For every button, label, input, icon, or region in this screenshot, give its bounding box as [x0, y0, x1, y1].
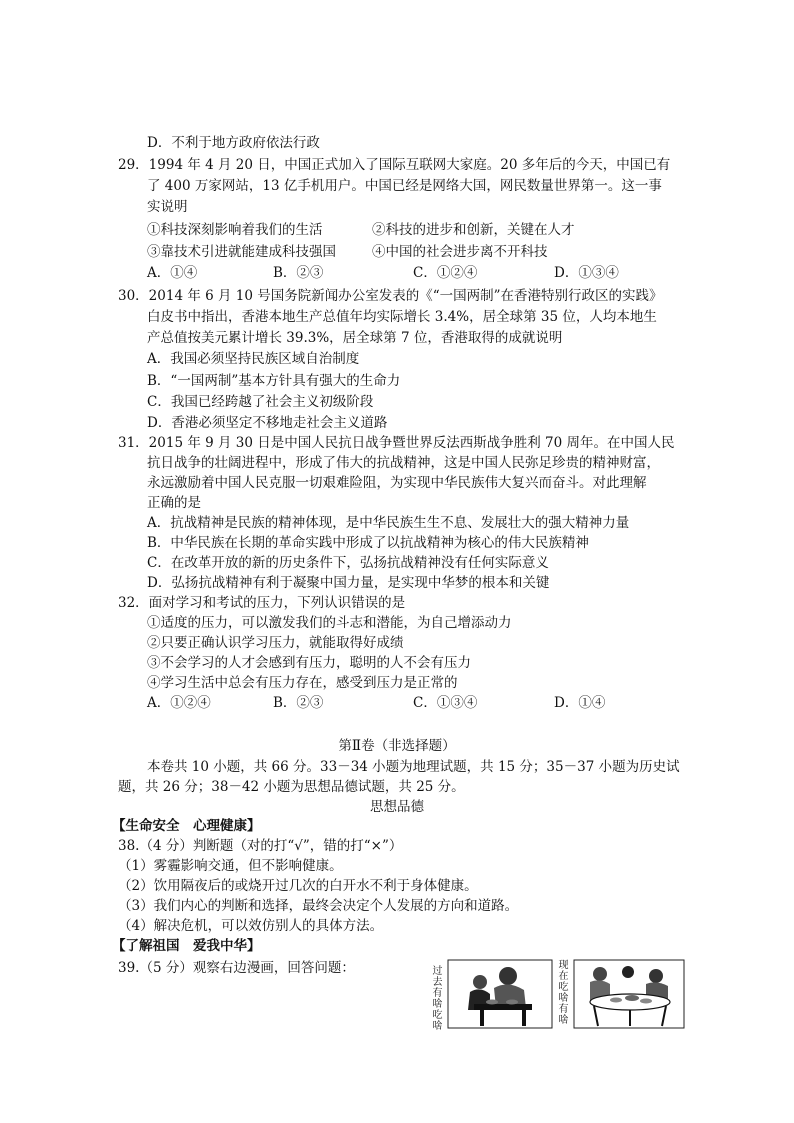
q29-item-2: ②科技的进步和创新，关键在人才: [372, 222, 575, 238]
q39-stem: 39.（5 分）观察右边漫画，回答问题：: [118, 960, 355, 976]
q38-stem: 38.（4 分）判断题（对的打“√”，错的打“×”）: [118, 838, 403, 854]
cartoon-caption-left: 过去有啥吃啥: [432, 966, 443, 1032]
q29-option-c: C．①②④: [413, 265, 478, 281]
q38-item-1: （1）雾霾影响交通，但不影响健康。: [118, 858, 343, 874]
cartoon: [430, 958, 690, 1030]
q29-line-2: 了 400 万家网站，13 亿手机用户。中国已经是网络大国，网民数量世界第一。这一事: [147, 178, 662, 194]
q31-option-d: D．弘扬抗战精神有利于凝聚中国力量，是实现中华梦的根本和关键: [147, 575, 550, 591]
q31-option-b: B．中华民族在长期的革命实践中形成了以抗战精神为核心的伟大民族精神: [147, 535, 589, 551]
q32-option-d: D．①④: [554, 695, 606, 711]
q29-item-1: ①科技深刻影响着我们的生活: [147, 222, 323, 238]
section-intro-line-2: 题，共 26 分；38－42 小题为思想品德试题，共 25 分。: [118, 779, 465, 795]
q38-item-3: （3）我们内心的判断和选择，最终会决定个人发展的方向和道路。: [118, 898, 519, 914]
q31-line-2: 抗日战争的壮阔进程中，形成了伟大的抗战精神，这是中国人民弥足珍贵的精神财富，: [147, 455, 660, 471]
q30-option-b: B．“一国两制”基本方针具有强大的生命力: [147, 373, 401, 389]
q38-item-4: （4）解决危机，可以效仿别人的具体方法。: [118, 918, 384, 934]
cartoon-caption-right: 现在吃啥有啥: [558, 960, 569, 1026]
q32-option-c: C．①③④: [413, 695, 478, 711]
q29-item-4: ④中国的社会进步离不开科技: [372, 244, 548, 260]
q32-item-3: ③不会学习的人才会感到有压力，聪明的人不会有压力: [147, 655, 471, 671]
q29-option-b: B．②③: [273, 265, 324, 281]
q32-option-a: A．①②④: [147, 695, 211, 711]
q32-item-1: ①适度的压力，可以激发我们的斗志和潜能，为自己增添动力: [147, 615, 512, 631]
q30-line-2: 白皮书中指出，香港本地生产总值年均实际增长 3.4%，居全球第 35 位，人均本地生: [147, 309, 657, 325]
subject-title: 思想品德: [370, 799, 424, 815]
section-title: 第Ⅱ卷（非选择题）: [338, 738, 456, 754]
q29-option-a: A．①④: [147, 265, 198, 281]
part-heading-life: 【生命安全 心理健康】: [112, 818, 261, 834]
q38-item-2: （2）饮用隔夜后的或烧开过几次的白开水不利于身体健康。: [118, 878, 478, 894]
q31-option-a: A．抗战精神是民族的精神体现，是中华民族生生不息、发展壮大的强大精神力量: [147, 515, 630, 531]
q30-line-3: 产总值按美元累计增长 39.3%，居全球第 7 位，香港取得的成就说明: [147, 330, 563, 346]
q30-option-a: A．我国必须坚持民族区域自治制度: [147, 351, 360, 367]
q32-option-b: B．②③: [273, 695, 324, 711]
part-heading-country: 【了解祖国 爱我中华】: [112, 938, 261, 954]
cartoon-present-illustration: [572, 958, 686, 1030]
q31-line-4: 正确的是: [147, 495, 201, 511]
q28-option-d: D．不利于地方政府依法行政: [147, 135, 320, 151]
q30-option-c: C．我国已经跨越了社会主义初级阶段: [147, 394, 374, 410]
section-intro-line-1: 本卷共 10 小题，共 66 分。33－34 小题为地理试题，共 15 分；35－37 小题为历史试: [147, 759, 680, 775]
q32-stem: 32．面对学习和考试的压力，下列认识错误的是: [118, 595, 406, 611]
q31-line-1: 31．2015 年 9 月 30 日是中国人民抗日战争暨世界反法西斯战争胜利 70 周年。在中国人民: [118, 435, 675, 451]
q31-option-c: C．在改革开放的新的历史条件下，弘扬抗战精神没有任何实际意义: [147, 555, 549, 571]
q32-item-2: ②只要正确认识学习压力，就能取得好成绩: [147, 635, 404, 651]
q32-item-4: ④学习生活中总会有压力存在，感受到压力是正常的: [147, 675, 458, 691]
q29-item-3: ③靠技术引进就能建成科技强国: [147, 244, 336, 260]
q31-line-3: 永远激励着中国人民克服一切艰难险阻，为实现中华民族伟大复兴而奋斗。对此理解: [147, 475, 647, 491]
q30-line-1: 30．2014 年 6 月 10 号国务院新闻办公室发表的《“一国两制”在香港特别行政区的实践》: [118, 288, 663, 304]
q29-line-3: 实说明: [147, 199, 188, 215]
q29-option-d: D．①③④: [554, 265, 619, 281]
q29-line-1: 29．1994 年 4 月 20 日，中国正式加入了国际互联网大家庭。20 多年后的今天，中国已有: [118, 157, 671, 173]
cartoon-past-illustration: [446, 958, 554, 1030]
q30-option-d: D．香港必须坚定不移地走社会主义道路: [147, 415, 388, 431]
